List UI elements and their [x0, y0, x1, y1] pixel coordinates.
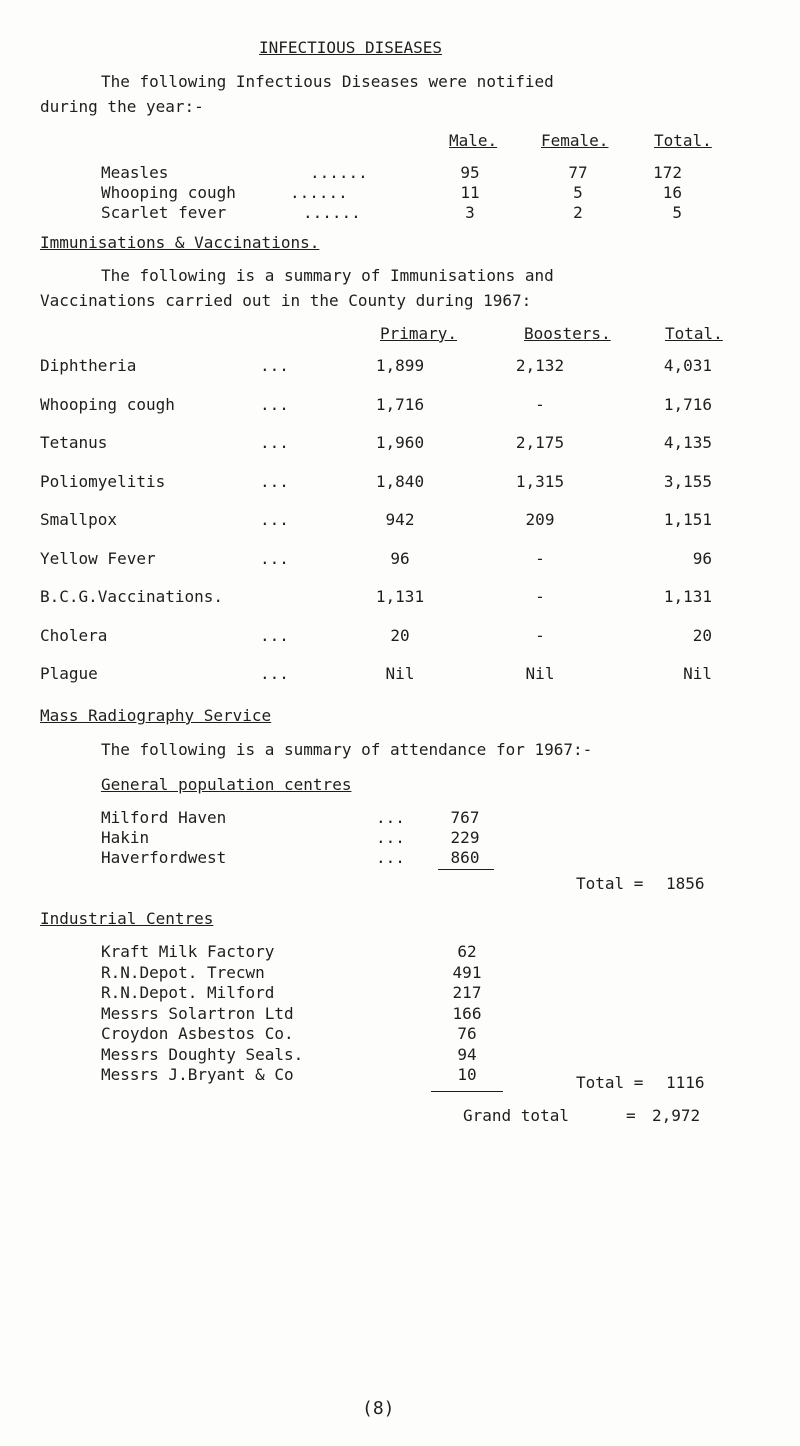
row-dots: ... — [260, 395, 289, 414]
centre-dots: ... — [376, 828, 405, 847]
cell-boosters: 1,315 — [515, 472, 565, 491]
centre-dots: ... — [376, 848, 405, 867]
cell-total: 1,716 — [663, 395, 712, 414]
centre-label: Haverfordwest — [101, 848, 227, 867]
centre-value: 860 — [450, 848, 480, 867]
row-dots: ...... — [303, 203, 361, 222]
row-label: Whooping cough — [40, 395, 175, 414]
row-label: Scarlet fever — [101, 203, 227, 222]
header-male: Male. — [449, 131, 498, 150]
cell-total: 3,155 — [663, 472, 712, 491]
intro-line: The following Infectious Diseases were notified — [101, 72, 554, 91]
header-boosters: Boosters. — [524, 324, 611, 343]
cell-male: 11 — [460, 183, 480, 202]
grand-total-label: Grand total — [463, 1106, 569, 1125]
industrial-label: R.N.Depot. Milford — [101, 983, 275, 1002]
industrial-value: 76 — [457, 1024, 477, 1043]
industrial-value: 62 — [457, 942, 477, 961]
row-dots: ... — [260, 472, 289, 491]
row-dots: ...... — [290, 183, 348, 202]
row-label: Yellow Fever — [40, 549, 156, 568]
cell-boosters: - — [535, 549, 545, 568]
row-label: Diphtheria — [40, 356, 137, 375]
page-number: (8) — [362, 1398, 395, 1419]
industrial-value: 10 — [457, 1065, 477, 1084]
intro-line: Vaccinations carried out in the County during 1967: — [40, 291, 532, 310]
cell-primary: 1,716 — [375, 395, 425, 414]
industrial-label: Croydon Asbestos Co. — [101, 1024, 294, 1043]
cell-total: 172 — [653, 163, 682, 182]
subtotal-rule — [431, 1091, 503, 1092]
industrial-value: 491 — [452, 963, 482, 982]
cell-female: 5 — [573, 183, 583, 202]
row-label: Cholera — [40, 626, 108, 645]
cell-total: 1,151 — [663, 510, 712, 529]
row-label: B.C.G.Vaccinations. — [40, 587, 224, 606]
row-label: Poliomyelitis — [40, 472, 166, 491]
cell-female: 2 — [573, 203, 583, 222]
cell-primary: 20 — [390, 626, 410, 645]
intro-line: The following is a summary of Immunisations and — [101, 266, 554, 285]
cell-primary: 96 — [390, 549, 410, 568]
header-female: Female. — [541, 131, 609, 150]
cell-total: Nil — [683, 664, 712, 683]
row-label: Tetanus — [40, 433, 108, 452]
cell-boosters: - — [535, 587, 545, 606]
total-value: 1116 — [666, 1073, 705, 1092]
intro-line: during the year:- — [40, 97, 204, 116]
row-dots: ...... — [310, 163, 368, 182]
row-label: Measles — [101, 163, 169, 182]
row-dots: ... — [260, 510, 289, 529]
section-heading: Immunisations & Vaccinations. — [40, 233, 320, 252]
cell-primary: 1,131 — [375, 587, 425, 606]
cell-total: 96 — [692, 549, 712, 568]
industrial-label: R.N.Depot. Trecwn — [101, 963, 265, 982]
cell-primary: 942 — [385, 510, 415, 529]
section-heading: Mass Radiography Service — [40, 706, 272, 725]
row-dots: ... — [260, 549, 289, 568]
cell-boosters: Nil — [525, 664, 555, 683]
cell-total: 5 — [672, 203, 682, 222]
row-label: Smallpox — [40, 510, 118, 529]
industrial-label: Messrs Doughty Seals. — [101, 1045, 304, 1064]
row-label: Plague — [40, 664, 98, 683]
sub-heading: General population centres — [101, 775, 352, 794]
header-total: Total. — [665, 324, 723, 343]
grand-total-eq: = — [626, 1106, 636, 1125]
cell-total: 1,131 — [663, 587, 712, 606]
cell-boosters: 209 — [525, 510, 555, 529]
row-dots: ... — [260, 664, 289, 683]
row-label: Whooping cough — [101, 183, 236, 202]
industrial-label: Messrs J.Bryant & Co — [101, 1065, 294, 1084]
total-value: 1856 — [666, 874, 705, 893]
cell-boosters: - — [535, 395, 545, 414]
subtotal-rule — [438, 869, 494, 870]
industrial-label: Kraft Milk Factory — [101, 942, 275, 961]
centre-label: Hakin — [101, 828, 150, 847]
grand-total-value: 2,972 — [652, 1106, 701, 1125]
industrial-label: Messrs Solartron Ltd — [101, 1004, 294, 1023]
industrial-value: 166 — [452, 1004, 482, 1023]
header-primary: Primary. — [380, 324, 458, 343]
cell-primary: 1,840 — [375, 472, 425, 491]
cell-primary: Nil — [385, 664, 415, 683]
cell-boosters: 2,175 — [515, 433, 565, 452]
cell-primary: 1,899 — [375, 356, 425, 375]
centre-dots: ... — [376, 808, 405, 827]
cell-male: 95 — [460, 163, 480, 182]
industrial-value: 94 — [457, 1045, 477, 1064]
cell-total: 4,135 — [663, 433, 712, 452]
cell-primary: 1,960 — [375, 433, 425, 452]
cell-total: 4,031 — [663, 356, 712, 375]
cell-male: 3 — [465, 203, 475, 222]
cell-total: 16 — [662, 183, 682, 202]
intro-line: The following is a summary of attendance for 1967:- — [101, 740, 593, 759]
cell-boosters: - — [535, 626, 545, 645]
centre-value: 229 — [450, 828, 480, 847]
cell-total: 20 — [692, 626, 712, 645]
cell-female: 77 — [568, 163, 588, 182]
centre-label: Milford Haven — [101, 808, 227, 827]
row-dots: ... — [260, 433, 289, 452]
cell-boosters: 2,132 — [515, 356, 565, 375]
industrial-value: 217 — [452, 983, 482, 1002]
row-dots: ... — [260, 626, 289, 645]
total-label: Total = — [576, 874, 644, 893]
row-dots: ... — [260, 356, 289, 375]
centre-value: 767 — [450, 808, 480, 827]
page-title: INFECTIOUS DISEASES — [259, 38, 443, 57]
sub-heading: Industrial Centres — [40, 909, 214, 928]
header-total: Total. — [654, 131, 712, 150]
total-label: Total = — [576, 1073, 644, 1092]
